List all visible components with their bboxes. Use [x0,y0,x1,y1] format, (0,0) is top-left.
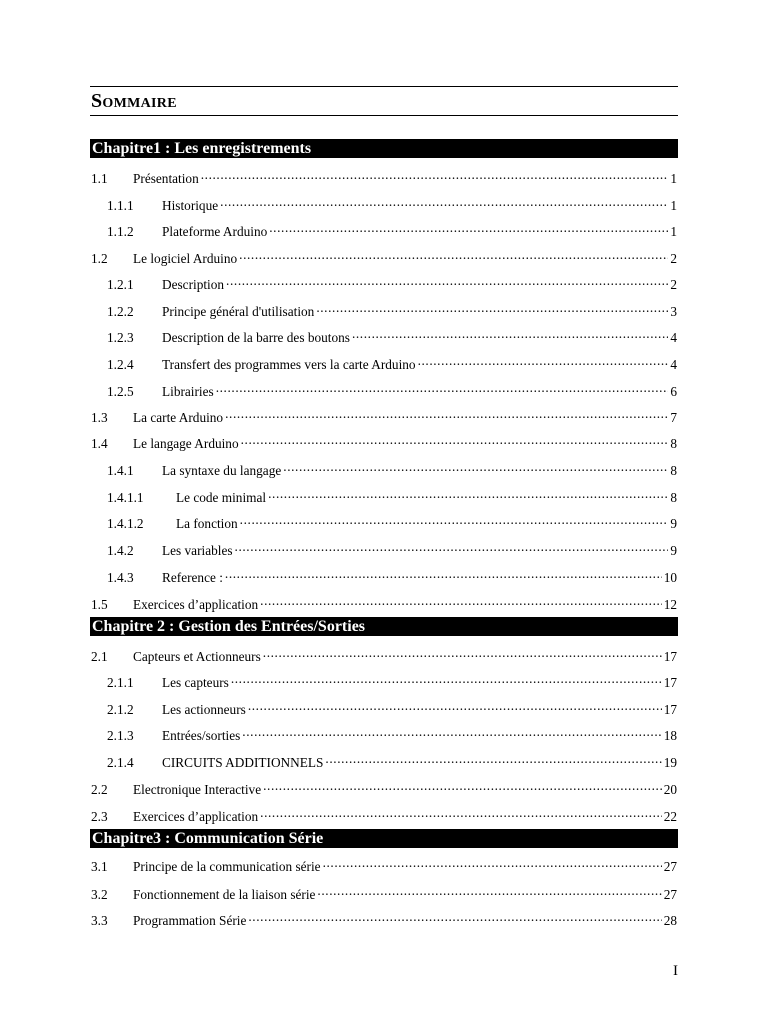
dot-leader [201,167,669,183]
toc-entry-title: Principe de la communication série [133,859,321,874]
toc-entry-page: 1 [670,198,677,213]
toc-entry-page: 20 [663,782,677,797]
toc-entry-number: 2.1.1 [107,675,134,690]
toc-entry-title: Les capteurs [162,675,229,690]
toc-entry[interactable] [107,326,677,345]
toc-entry-page: 1 [670,171,677,186]
toc-entry-title: Historique [162,198,219,213]
dot-leader [317,883,661,899]
toc-entry-title: Plateforme Arduino [162,224,268,239]
toc-entry-title: Description de la barre des boutons [162,330,350,345]
dot-leader [239,247,668,263]
toc-entry-page: 4 [670,357,677,372]
dot-leader [316,300,668,316]
toc-entry-page: 8 [670,463,677,478]
toc-entry[interactable] [107,724,677,743]
toc-entry-title: CIRCUITS ADDITIONNELS [162,755,324,770]
toc-entry-title: Le logiciel Arduino [133,251,238,266]
toc-entry[interactable] [91,167,677,186]
toc-entry-page: 12 [663,597,677,612]
toc-entry-number: 1.1.2 [107,224,134,239]
dot-leader [263,645,662,661]
dot-leader [248,698,662,714]
toc-entry-number: 1.2.4 [107,357,134,372]
toc-entry[interactable] [91,432,677,451]
dot-leader [260,593,662,609]
toc-entry[interactable] [107,220,677,239]
toc-entry-number: 1.4.3 [107,570,134,585]
toc-entry-number: 1.2.2 [107,304,134,319]
toc-entry-title: Fonctionnement de la liaison série [133,887,316,902]
toc-entry-page: 27 [663,859,677,874]
toc-entry[interactable] [107,273,677,292]
toc-entry[interactable] [107,300,677,319]
chapter-heading: Chapitre1 : Les enregistrements [90,139,678,158]
dot-leader [231,671,662,687]
toc-entry[interactable] [91,855,677,874]
dot-leader [263,778,662,794]
title-block [90,86,678,116]
dot-leader [226,273,668,289]
toc-entry-number: 1.4.1.2 [107,516,144,531]
toc-entry-page: 8 [670,436,677,451]
toc-entry[interactable] [91,805,677,824]
toc-entry-number: 1.2.1 [107,277,134,292]
dot-leader [283,459,668,475]
toc-entry-title: Description [162,277,225,292]
dot-leader [216,380,669,396]
toc-entry-page: 4 [670,330,677,345]
toc-entry-page: 19 [663,755,677,770]
toc-entry[interactable] [91,406,677,425]
toc-entry[interactable] [91,778,677,797]
dot-leader [269,220,668,236]
toc-entry-page: 8 [670,490,677,505]
toc-entry-number: 1.3 [91,410,108,425]
toc-entry[interactable] [107,194,677,213]
toc-entry[interactable] [107,539,677,558]
toc-entry-title: Les actionneurs [162,702,246,717]
page-number: I [673,963,678,979]
toc-entry[interactable] [107,459,677,478]
dot-leader [225,406,668,422]
toc-entry-number: 3.2 [91,887,108,902]
toc-entry-title: Principe général d'utilisation [162,304,315,319]
toc-entry-title: Exercices d’application [133,809,259,824]
toc-entry-number: 3.3 [91,913,108,928]
toc-entry-title: Le langage Arduino [133,436,239,451]
dot-leader [242,724,661,740]
toc-entry-number: 1.4 [91,436,108,451]
toc-entry-page: 7 [670,410,677,425]
toc-entry-title: Présentation [133,171,199,186]
chapter-heading: Chapitre3 : Communication Série [90,829,678,848]
toc-entry-page: 18 [663,728,677,743]
toc-entry-number: 2.1.4 [107,755,134,770]
toc-entry-number: 1.4.1 [107,463,134,478]
dot-leader [235,539,669,555]
toc-entry-title: La fonction [176,516,238,531]
page-title: Sommaire [91,90,177,112]
toc-entry-title: La syntaxe du langage [162,463,282,478]
toc-entry[interactable] [91,883,677,902]
toc-entry-title: Le code minimal [176,490,267,505]
toc-entry-page: 2 [670,277,677,292]
toc-entry-number: 1.2.3 [107,330,134,345]
toc-entry-page: 6 [670,384,677,399]
toc-entry-number: 1.1 [91,171,108,186]
toc-entry-number: 1.4.1.1 [107,490,144,505]
dot-leader [260,805,662,821]
toc-entry-page: 1 [670,224,677,239]
toc-entry[interactable] [107,751,677,770]
toc-entry-title: Les variables [162,543,233,558]
toc-entry[interactable] [91,645,677,664]
toc-entry-number: 2.1 [91,649,108,664]
toc-entry-page: 17 [663,702,677,717]
dot-leader [352,326,668,342]
toc-entry[interactable] [107,671,677,690]
toc-entry-page: 27 [663,887,677,902]
toc-entry-page: 3 [670,304,677,319]
dot-leader [240,512,669,528]
toc-entry-number: 1.2 [91,251,108,266]
toc-entry-number: 1.5 [91,597,108,612]
toc-entry-page: 17 [663,675,677,690]
toc-entry[interactable] [107,486,677,505]
toc-entry-title: Entrées/sorties [162,728,241,743]
toc-entry[interactable] [91,247,677,266]
toc-entry-title: Exercices d’application [133,597,259,612]
toc-entry[interactable] [107,698,677,717]
toc-entry-page: 10 [663,570,677,585]
dot-leader [241,432,669,448]
toc-entry[interactable] [107,566,677,585]
toc-entry-title: Electronique Interactive [133,782,262,797]
toc-entry-number: 2.1.2 [107,702,134,717]
toc-entry-title: Transfert des programmes vers la carte Arduino [162,357,416,372]
toc-entry-number: 1.2.5 [107,384,134,399]
toc-entry-page: 9 [670,543,677,558]
dot-leader [268,486,668,502]
toc-entry-number: 2.1.3 [107,728,134,743]
toc-entry-page: 17 [663,649,677,664]
toc-entry-number: 1.1.1 [107,198,134,213]
toc-entry-title: Librairies [162,384,214,399]
dot-leader [323,855,662,871]
toc-entry-number: 3.1 [91,859,108,874]
toc-entry-page: 22 [663,809,677,824]
toc-entry-page: 2 [670,251,677,266]
toc-entry-title: La carte Arduino [133,410,224,425]
chapter-heading: Chapitre 2 : Gestion des Entrées/Sorties [90,617,678,636]
toc-entry-number: 2.3 [91,809,108,824]
toc-entry-page: 9 [670,516,677,531]
toc-entry-title: Programmation Série [133,913,247,928]
toc-entry[interactable] [107,353,677,372]
toc-entry-title: Reference : [162,570,223,585]
dot-leader [418,353,669,369]
dot-leader [248,909,661,925]
toc-entry[interactable] [107,512,677,531]
toc-entry-page: 28 [663,913,677,928]
dot-leader [220,194,668,210]
dot-leader [325,751,661,767]
toc-entry[interactable] [91,909,677,928]
toc-entry-number: 1.4.2 [107,543,134,558]
toc-entry-title: Capteurs et Actionneurs [133,649,261,664]
dot-leader [225,566,662,582]
toc-entry[interactable] [107,380,677,399]
toc-entry[interactable] [91,593,677,612]
toc-entry-number: 2.2 [91,782,108,797]
